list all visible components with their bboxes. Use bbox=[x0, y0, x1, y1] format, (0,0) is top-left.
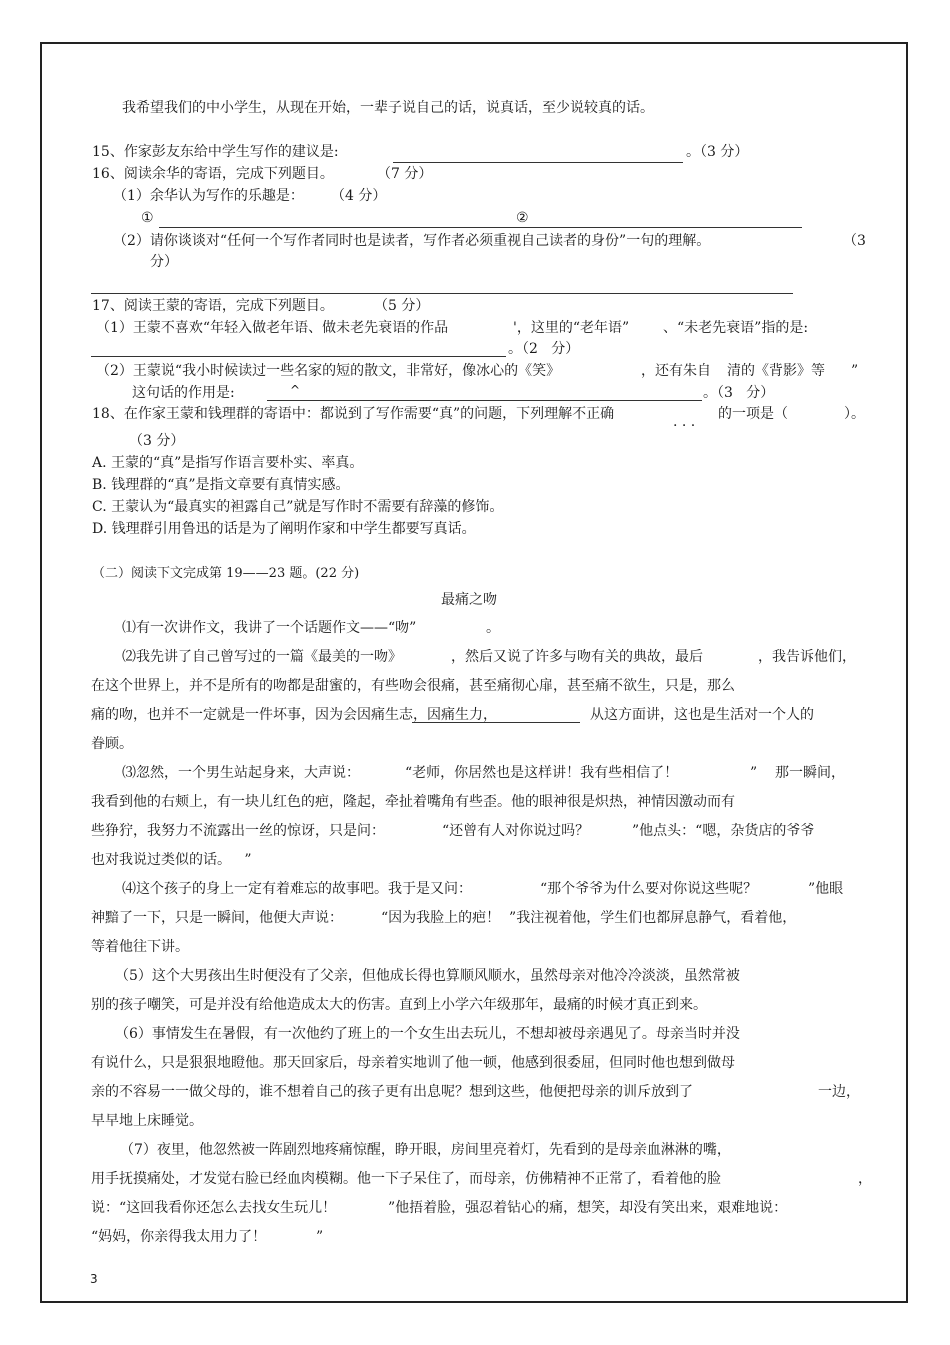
para-3-line-1c: ” bbox=[750, 765, 758, 781]
para-4-line-3: 等着他往下讲。 bbox=[91, 939, 189, 955]
para-3-line-3b: “还曾有人对你说过吗？ bbox=[442, 823, 590, 839]
para-3-line-1d: 那一瞬间， bbox=[775, 765, 845, 781]
q17-text: 17、阅读王蒙的寄语，完成下列题目。 bbox=[92, 298, 334, 314]
page-number: 3 bbox=[90, 1272, 98, 1286]
para-4-line-1a: ⑷这个孩子的身上一定有着难忘的故事吧。我于是又问： bbox=[122, 881, 472, 897]
para-2-underline bbox=[412, 722, 580, 723]
para-6-line-3a: 亲的不容易一一做父母的，谁不想着自己的孩子更有出息呢？想到这些，他便把母亲的训斥放到了 bbox=[91, 1084, 693, 1100]
para-2-line-1c: ，我告诉他们， bbox=[758, 649, 856, 665]
para-6-line-3b: 一边， bbox=[818, 1084, 860, 1100]
q16-mark1: ① bbox=[141, 210, 154, 226]
q18-option-b: B. 钱理群的“真”是指文章要有真情实感。 bbox=[92, 477, 350, 493]
q16-sub2-score-a: （3 bbox=[843, 233, 866, 249]
q17-sub1-c: 、“未老先衰语”指的是: bbox=[663, 320, 809, 336]
q17-sub2-d: ” bbox=[851, 363, 859, 379]
q18-score: （3 分） bbox=[129, 433, 185, 449]
para-3-line-2: 我看到他的右颊上，有一块儿红色的疤，隆起，牵扯着嘴角有些歪。他的眼神很是炽热，神情因激动而有 bbox=[91, 794, 735, 810]
caret-mark: ^ bbox=[290, 383, 301, 397]
q17-sub2-line2: 这句话的作用是: bbox=[132, 385, 235, 401]
para-4-line-1c: ”他眼 bbox=[808, 881, 844, 897]
q16-sub1-score: （4 分） bbox=[331, 188, 387, 204]
para-7-line-2a: 用手抚摸痛处，才发觉右脸已经血肉模糊。他一下子呆住了，而母亲，仿佛精神不正常了，看着他的脸 bbox=[91, 1171, 721, 1187]
q17-sub1: （1）王蒙不喜欢“年轻入做老年语、做未老先衰语的作品 bbox=[96, 320, 449, 336]
q17-sub2-b: ，还有朱自 bbox=[641, 363, 711, 379]
q18-emphasis-dots: . . . bbox=[673, 414, 696, 430]
para-7-line-2b: ， bbox=[858, 1171, 872, 1187]
para-2-line-2: 在这个世界上，并不是所有的吻都是甜蜜的，有些吻会很痛，甚至痛彻心扉，甚至痛不欲生，只是，那么 bbox=[91, 678, 735, 694]
q17-sub2-c: 清的《背影》等 bbox=[727, 363, 825, 379]
para-2-line-3b: 从这方面讲，这也是生活对一个人的 bbox=[590, 707, 814, 723]
q17-sub2-answer-line[interactable] bbox=[267, 400, 702, 401]
q17-score: （5 分） bbox=[374, 298, 430, 314]
para-1-tail: 。 bbox=[486, 620, 500, 636]
para-6-line-4: 早早地上床睡觉。 bbox=[91, 1113, 203, 1129]
q17-sub1-score: 。（2 分） bbox=[508, 341, 580, 357]
para-5-line-2: 别的孩子嘲笑，可是并没有给他造成太大的伤害。直到上小学六年级那年，最痛的时候才真正到来。 bbox=[91, 997, 707, 1013]
q15-answer-line[interactable] bbox=[393, 162, 683, 163]
para-3-line-1a: ⑶忽然，一个男生站起身来，大声说： bbox=[122, 765, 360, 781]
intro-line: 我希望我们的中小学生，从现在开始，一辈子说自己的话，说真话，至少说较真的话。 bbox=[122, 100, 654, 116]
q16-sub1: （1）余华认为写作的乐趣是： bbox=[113, 188, 304, 204]
para-7-line-1: （7）夜里，他忽然被一阵剧烈地疼痛惊醒，睁开眼，房间里亮着灯，先看到的是母亲血淋淋的嘴， bbox=[120, 1142, 731, 1158]
q17-sub2-score: 。（3 分） bbox=[703, 385, 775, 401]
q18-option-c: C. 王蒙认为“最真实的袒露自己”就是写作时不需要有辞藻的修饰。 bbox=[92, 499, 504, 515]
para-4-line-1b: “那个爷爷为什么要对你说这些呢？ bbox=[540, 881, 758, 897]
q17-sub1-b: '，这里的“老年语” bbox=[513, 320, 630, 336]
q16-answer-line-2[interactable] bbox=[91, 293, 793, 294]
para-3-line-1b: “老师，你居然也是这样讲！我有些相信了！ bbox=[405, 765, 679, 781]
para-3-line-3a: 些狰狞，我努力不流露出一丝的惊讶，只是问： bbox=[91, 823, 385, 839]
para-2-line-1a: ⑵我先讲了自己曾写过的一篇《最美的一吻》 bbox=[122, 649, 402, 665]
q18-text: 18、在作家王蒙和钱理群的寄语中：都说到了写作需要“真”的问题，下列理解不正确 bbox=[92, 406, 615, 422]
q15-score: 。（3 分） bbox=[686, 144, 749, 160]
para-2-line-1b: ，然后又说了许多与吻有关的典故，最后 bbox=[451, 649, 703, 665]
para-7-line-4: “妈妈，你亲得我太用力了！ bbox=[91, 1229, 267, 1245]
para-6-line-1: （6）事情发生在暑假，有一次他约了班上的一个女生出去玩儿，不想却被母亲遇见了。母亲当时并没 bbox=[115, 1026, 740, 1042]
q16-mark2: ② bbox=[516, 210, 529, 226]
q18-close: ）。 bbox=[844, 406, 865, 422]
para-3-line-4: 也对我说过类似的话。 ” bbox=[91, 852, 252, 868]
q18-option-a: A. 王蒙的“真”是指写作语言要朴实、率真。 bbox=[92, 455, 364, 471]
para-4-line-2b: “因为我脸上的疤！ ”我注视着他，学生们也都屏息静气，看着他， bbox=[381, 910, 797, 926]
para-2-line-4: 眷顾。 bbox=[91, 736, 133, 752]
para-5-line-1: （5）这个大男孩出生时便没有了父亲，但他成长得也算顺风顺水，虽然母亲对他冷冷淡淡，虽然常被 bbox=[115, 968, 740, 984]
para-7-line-3b: ”他捂着脸，强忍着钻心的痛，想笑，却没有笑出来，艰难地说： bbox=[388, 1200, 788, 1216]
para-7-line-3a: 说：“这回我看你还怎么去找女生玩儿！ bbox=[91, 1200, 337, 1216]
para-6-line-2: 有说什么，只是狠狠地瞪他。那天回家后，母亲着实地训了他一顿，他感到很委屈，但同时他也想到做母 bbox=[91, 1055, 735, 1071]
q17-sub1-answer-line[interactable] bbox=[91, 356, 506, 357]
para-1: ⑴有一次讲作文，我讲了一个话题作文——“吻” bbox=[122, 620, 417, 636]
para-7-line-4b: ” bbox=[316, 1229, 324, 1245]
q17-sub2-a: （2）王蒙说“我小时候读过一些名家的短的散文，非常好，像冰心的《笑》 bbox=[96, 363, 561, 379]
article-title: 最痛之吻 bbox=[441, 592, 497, 608]
q18-option-d: D. 钱理群引用鲁迅的话是为了阐明作家和中学生都要写真话。 bbox=[92, 521, 476, 537]
q16-score: （7 分） bbox=[377, 166, 433, 182]
q16-text: 16、阅读余华的寄语，完成下列题目。 bbox=[92, 166, 334, 182]
q15-text: 15、作家彭友东给中学生写作的建议是: bbox=[92, 144, 339, 160]
q18-tail: 的一项是（ bbox=[718, 406, 788, 422]
q16-answer-line-1[interactable] bbox=[159, 227, 802, 228]
para-4-line-2a: 神黯了一下，只是一瞬间，他便大声说： bbox=[91, 910, 343, 926]
q16-sub2: （2）请你谈谈对“任何一个写作者同时也是读者，写作者必须重视自己读者的身份”一句的理解。 bbox=[113, 233, 711, 249]
q16-sub2-score-b: 分） bbox=[150, 254, 178, 270]
section2-heading: （二）阅读下文完成第 19——23 题。(22 分) bbox=[92, 566, 360, 581]
para-2-line-3a: 痛的吻，也并不一定就是一件坏事，因为会因痛生志，因痛生力， bbox=[91, 707, 497, 723]
para-3-line-3c: ”他点头：“嗯，杂货店的爷爷 bbox=[632, 823, 815, 839]
